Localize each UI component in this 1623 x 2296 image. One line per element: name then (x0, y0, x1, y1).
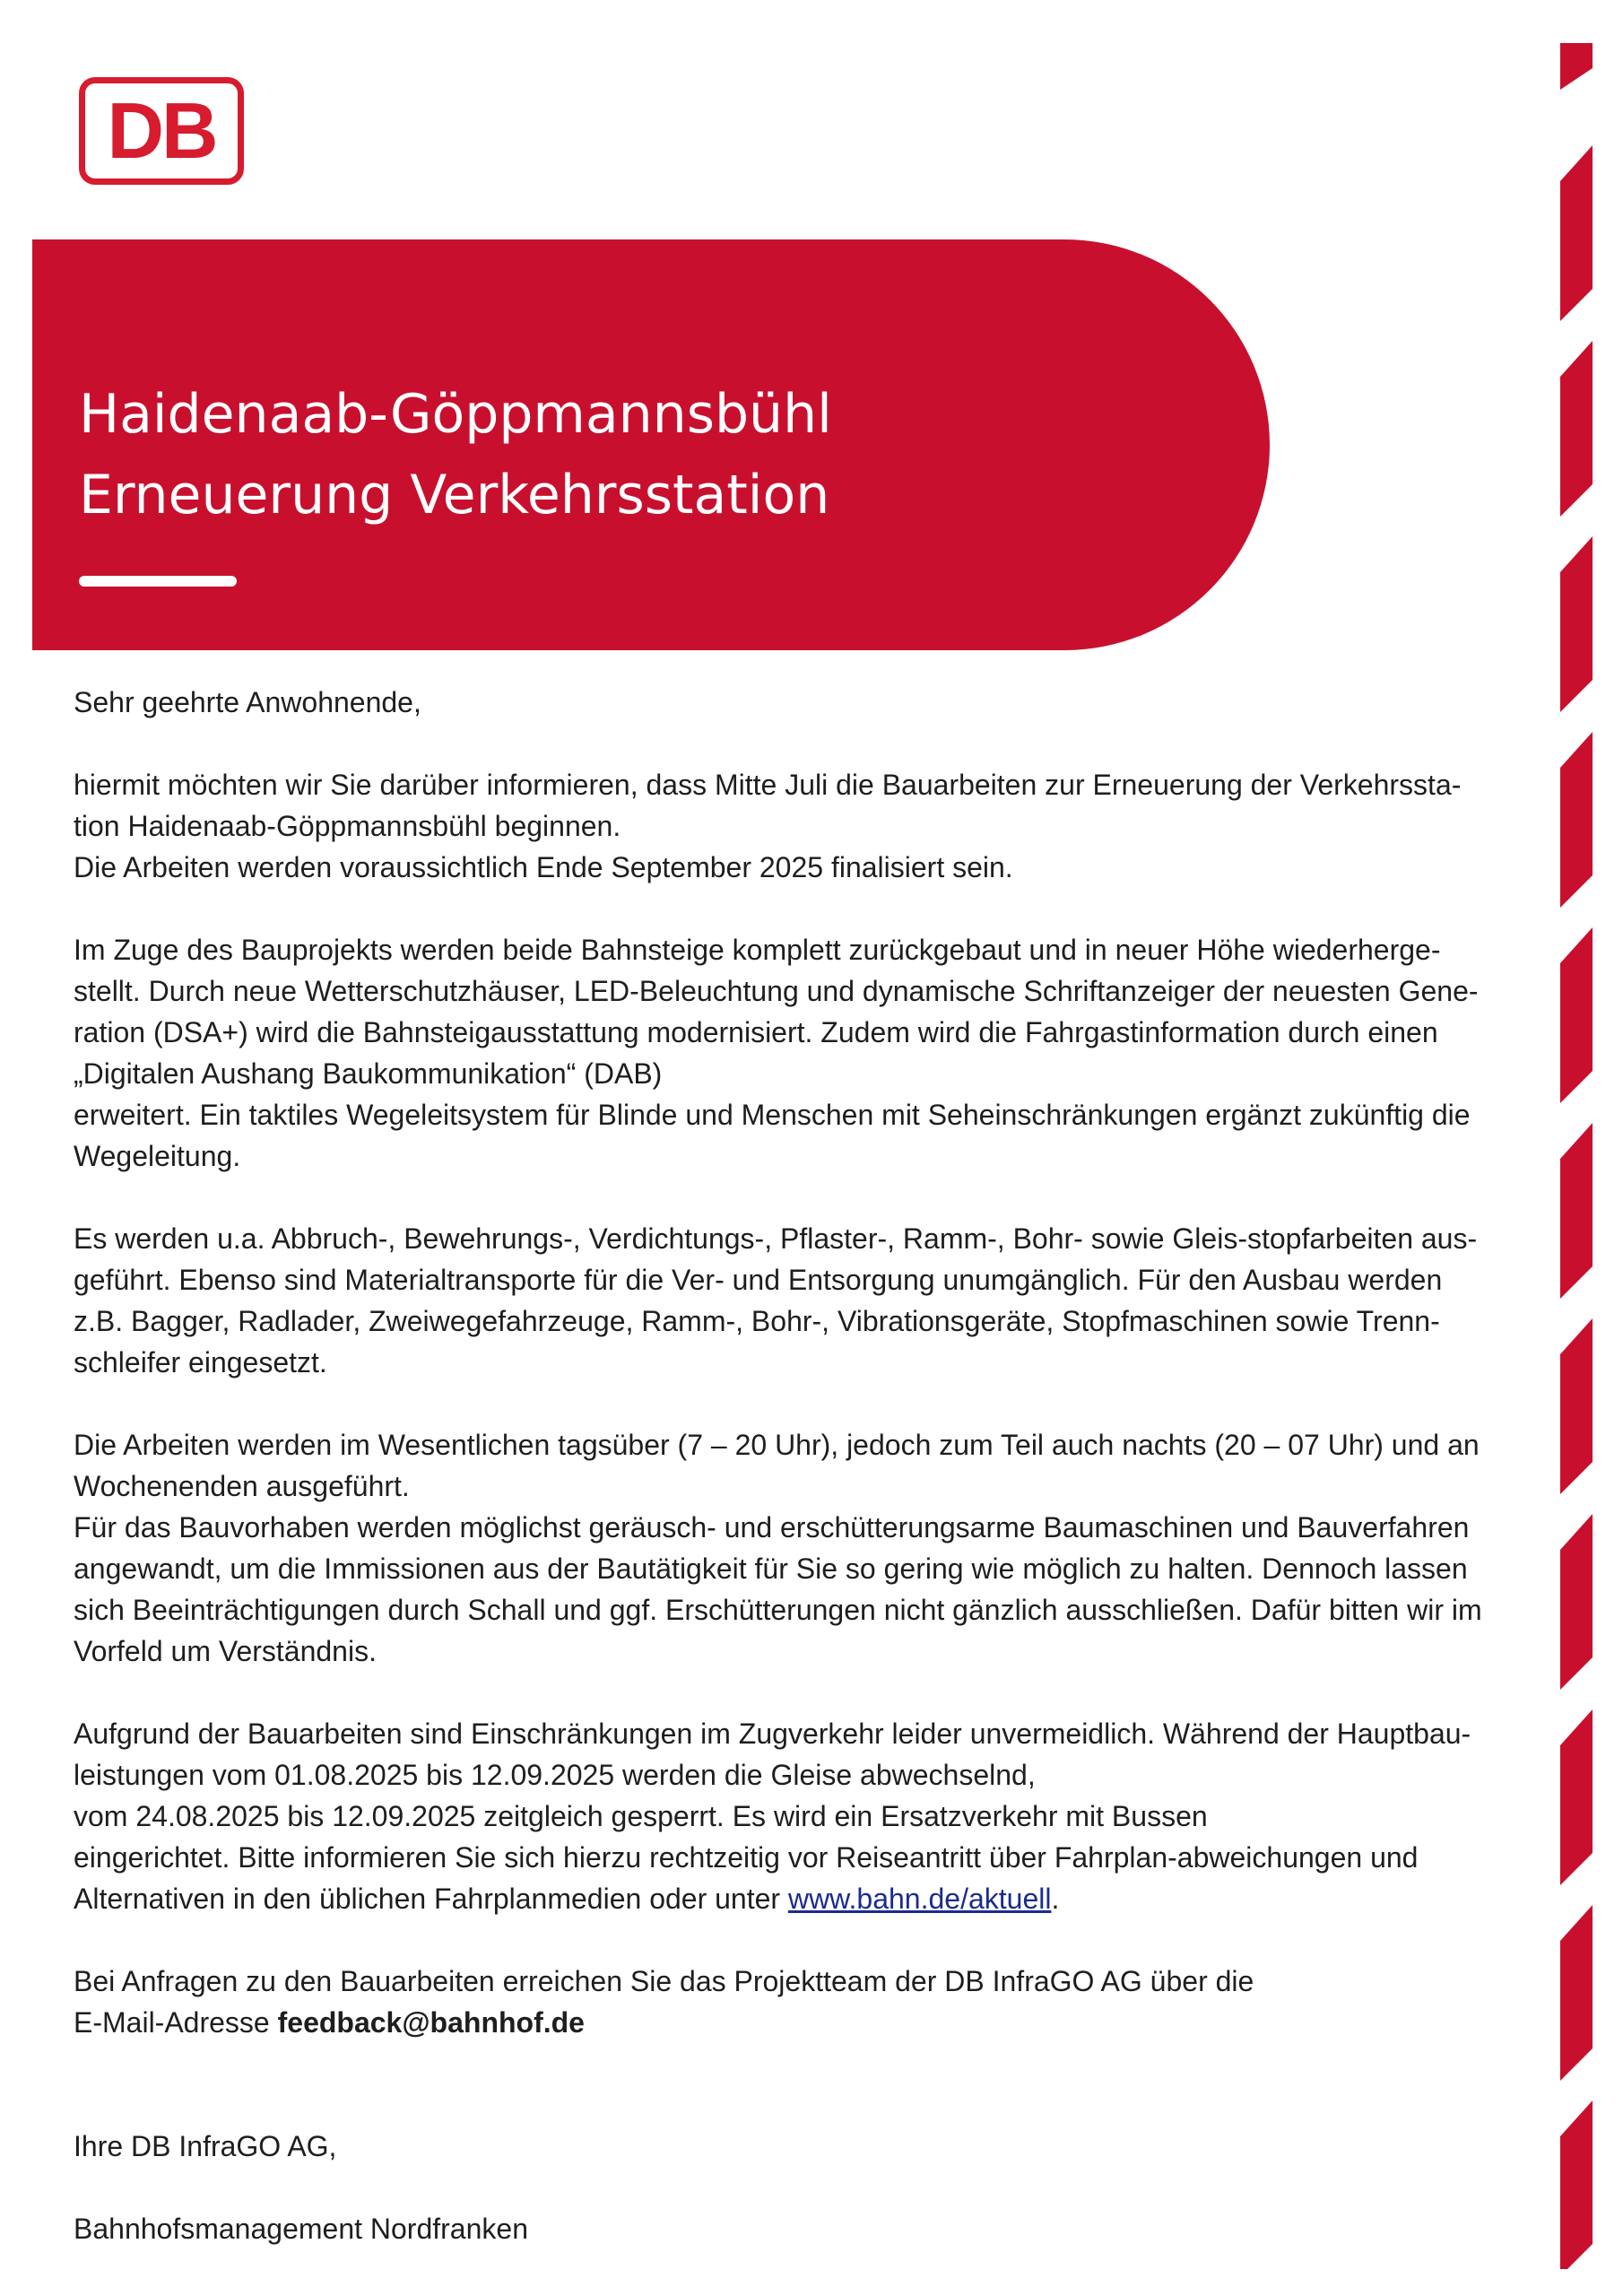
text-line: geführt. Ebenso sind Materialtransporte für die Ver- und Entsorgung unumgänglich. Für den Ausbau werden (74, 1264, 1443, 1296)
text-fragment: . (1051, 1883, 1060, 1915)
stripe-segment (1560, 1123, 1593, 1299)
text-line: vom 24.08.2025 bis 12.09.2025 zeitgleich gesperrt. Es wird ein Ersatzverkehr mit Bussen (74, 1800, 1208, 1832)
text-line: erweitert. Ein taktiles Wegeleitsystem für Blinde und Menschen mit Seheinschränkungen ergänzt zukünftig die (74, 1099, 1471, 1131)
text-line: sich Beeinträchtigungen durch Schall und ggf. Erschütterungen nicht gänzlich ausschließen. Dafür bitten wir im (74, 1594, 1482, 1626)
text-line: Wochenenden ausgeführt. (74, 1470, 410, 1502)
letter-body (74, 682, 1553, 2291)
title-line-2: Erneuerung Verkehrsstation (79, 464, 830, 526)
text-line: ration (DSA+) wird die Bahnsteigausstattung modernisiert. Zudem wird die Fahrgastinformation durch einen (74, 1016, 1438, 1048)
text-line: Bei Anfragen zu den Bauarbeiten erreichen Sie das Projektteam der DB InfraGO AG über die (74, 1965, 1254, 1997)
decorative-stripes (1548, 27, 1623, 2269)
text-line: Die Arbeiten werden voraussichtlich Ende September 2025 finalisiert sein. (74, 851, 1013, 883)
text-line-with-email (74, 2002, 1553, 2043)
text-line: eingerichtet. Bitte informieren Sie sich hierzu rechtzeitig vor Reiseantritt über Fahrplan-abweichungen und (74, 1841, 1419, 1874)
text-line: leistungen vom 01.08.2025 bis 12.09.2025 werden die Gleise abwechselnd, (74, 1759, 1036, 1791)
text-line: Es werden u.a. Abbruch-, Bewehrungs-, Verdichtungs-, Pflaster-, Ramm-, Bohr- sowie Gleis-stopfarbeiten aus- (74, 1222, 1478, 1255)
text-line: Für das Bauvorhaben werden möglichst geräusch- und erschütterungsarme Baumaschinen und Bauverfahren (74, 1511, 1470, 1544)
stripe-segment (1560, 927, 1593, 1103)
contact-email: feedback@bahnhof.de (277, 2006, 585, 2039)
title-line-1: Haidenaab-Göppmannsbühl (79, 383, 832, 446)
db-logo-text: DB (107, 86, 216, 175)
stripe-segment (1560, 732, 1593, 908)
paragraph-traffic (74, 1713, 1553, 1919)
text-line-with-link (74, 1878, 1553, 1919)
text-line: tion Haidenaab-Göppmannsbühl beginnen. (74, 810, 621, 842)
salutation-text: Sehr geehrte Anwohnende, (74, 686, 421, 718)
text-line: angewandt, um die Immissionen aus der Bautätigkeit für Sie so gering wie möglich zu halten. Dennoch lassen (74, 1552, 1468, 1585)
paragraph-intro (74, 764, 1553, 888)
salutation (74, 682, 1553, 723)
text-line: z.B. Bagger, Radlader, Zweiwegefahrzeuge, Ramm-, Bohr-, Vibrationsgeräte, Stopfmaschinen sowie Trenn- (74, 1305, 1440, 1337)
text-line: „Digitalen Aushang Baukommunikation“ (DAB) (74, 1057, 663, 1090)
stripe-segment (1560, 43, 1593, 90)
page-title (79, 374, 832, 535)
stripe-segment (1560, 341, 1593, 517)
bahn-aktuell-link[interactable]: www.bahn.de/aktuell (787, 1883, 1052, 1915)
stripe-segment (1560, 2100, 1593, 2269)
text-fragment: E-Mail-Adresse (74, 2006, 278, 2039)
text-line: stellt. Durch neue Wetterschutzhäuser, LED-Beleuchtung und dynamische Schriftanzeiger der neuesten Gene- (74, 975, 1479, 1007)
stripe-segment (1560, 145, 1593, 321)
signature-text: Bahnhofsmanagement Nordfranken (74, 2213, 528, 2245)
closing (74, 2126, 1553, 2167)
title-banner (32, 239, 1270, 650)
text-line: Die Arbeiten werden im Wesentlichen tagsüber (7 – 20 Uhr), jedoch zum Teil auch nachts (20 – 07 Uhr) und an (74, 1429, 1480, 1461)
stripe-segment (1560, 1514, 1593, 1690)
stripe-segment (1560, 1318, 1593, 1494)
signature (74, 2208, 1553, 2249)
closing-text: Ihre DB InfraGO AG, (74, 2130, 337, 2162)
paragraph-project (74, 929, 1553, 1177)
paragraph-schedule (74, 1424, 1553, 1672)
text-line: schleifer eingesetzt. (74, 1346, 327, 1378)
stripe-segment (1560, 1709, 1593, 1885)
text-line: Vorfeld um Verständnis. (74, 1635, 377, 1667)
title-underline-bar (79, 576, 237, 587)
paragraph-contact (74, 1961, 1553, 2043)
text-line: Im Zuge des Bauprojekts werden beide Bahnsteige komplett zurückgebaut und in neuer Höhe wiederherge- (74, 934, 1441, 966)
paragraph-works (74, 1218, 1553, 1383)
text-line: Aufgrund der Bauarbeiten sind Einschränkungen im Zugverkehr leider unvermeidlich. Während der Hauptbau- (74, 1718, 1471, 1750)
text-line: hiermit möchten wir Sie darüber informieren, dass Mitte Juli die Bauarbeiten zur Erneuerung der Verkehrssta- (74, 769, 1462, 801)
stripe-segment (1560, 1905, 1593, 2081)
text-line: Wegeleitung. (74, 1140, 241, 1172)
db-logo (79, 77, 244, 185)
text-fragment: Alternativen in den üblichen Fahrplanmedien oder unter (74, 1883, 788, 1915)
stripe-segment (1560, 536, 1593, 712)
